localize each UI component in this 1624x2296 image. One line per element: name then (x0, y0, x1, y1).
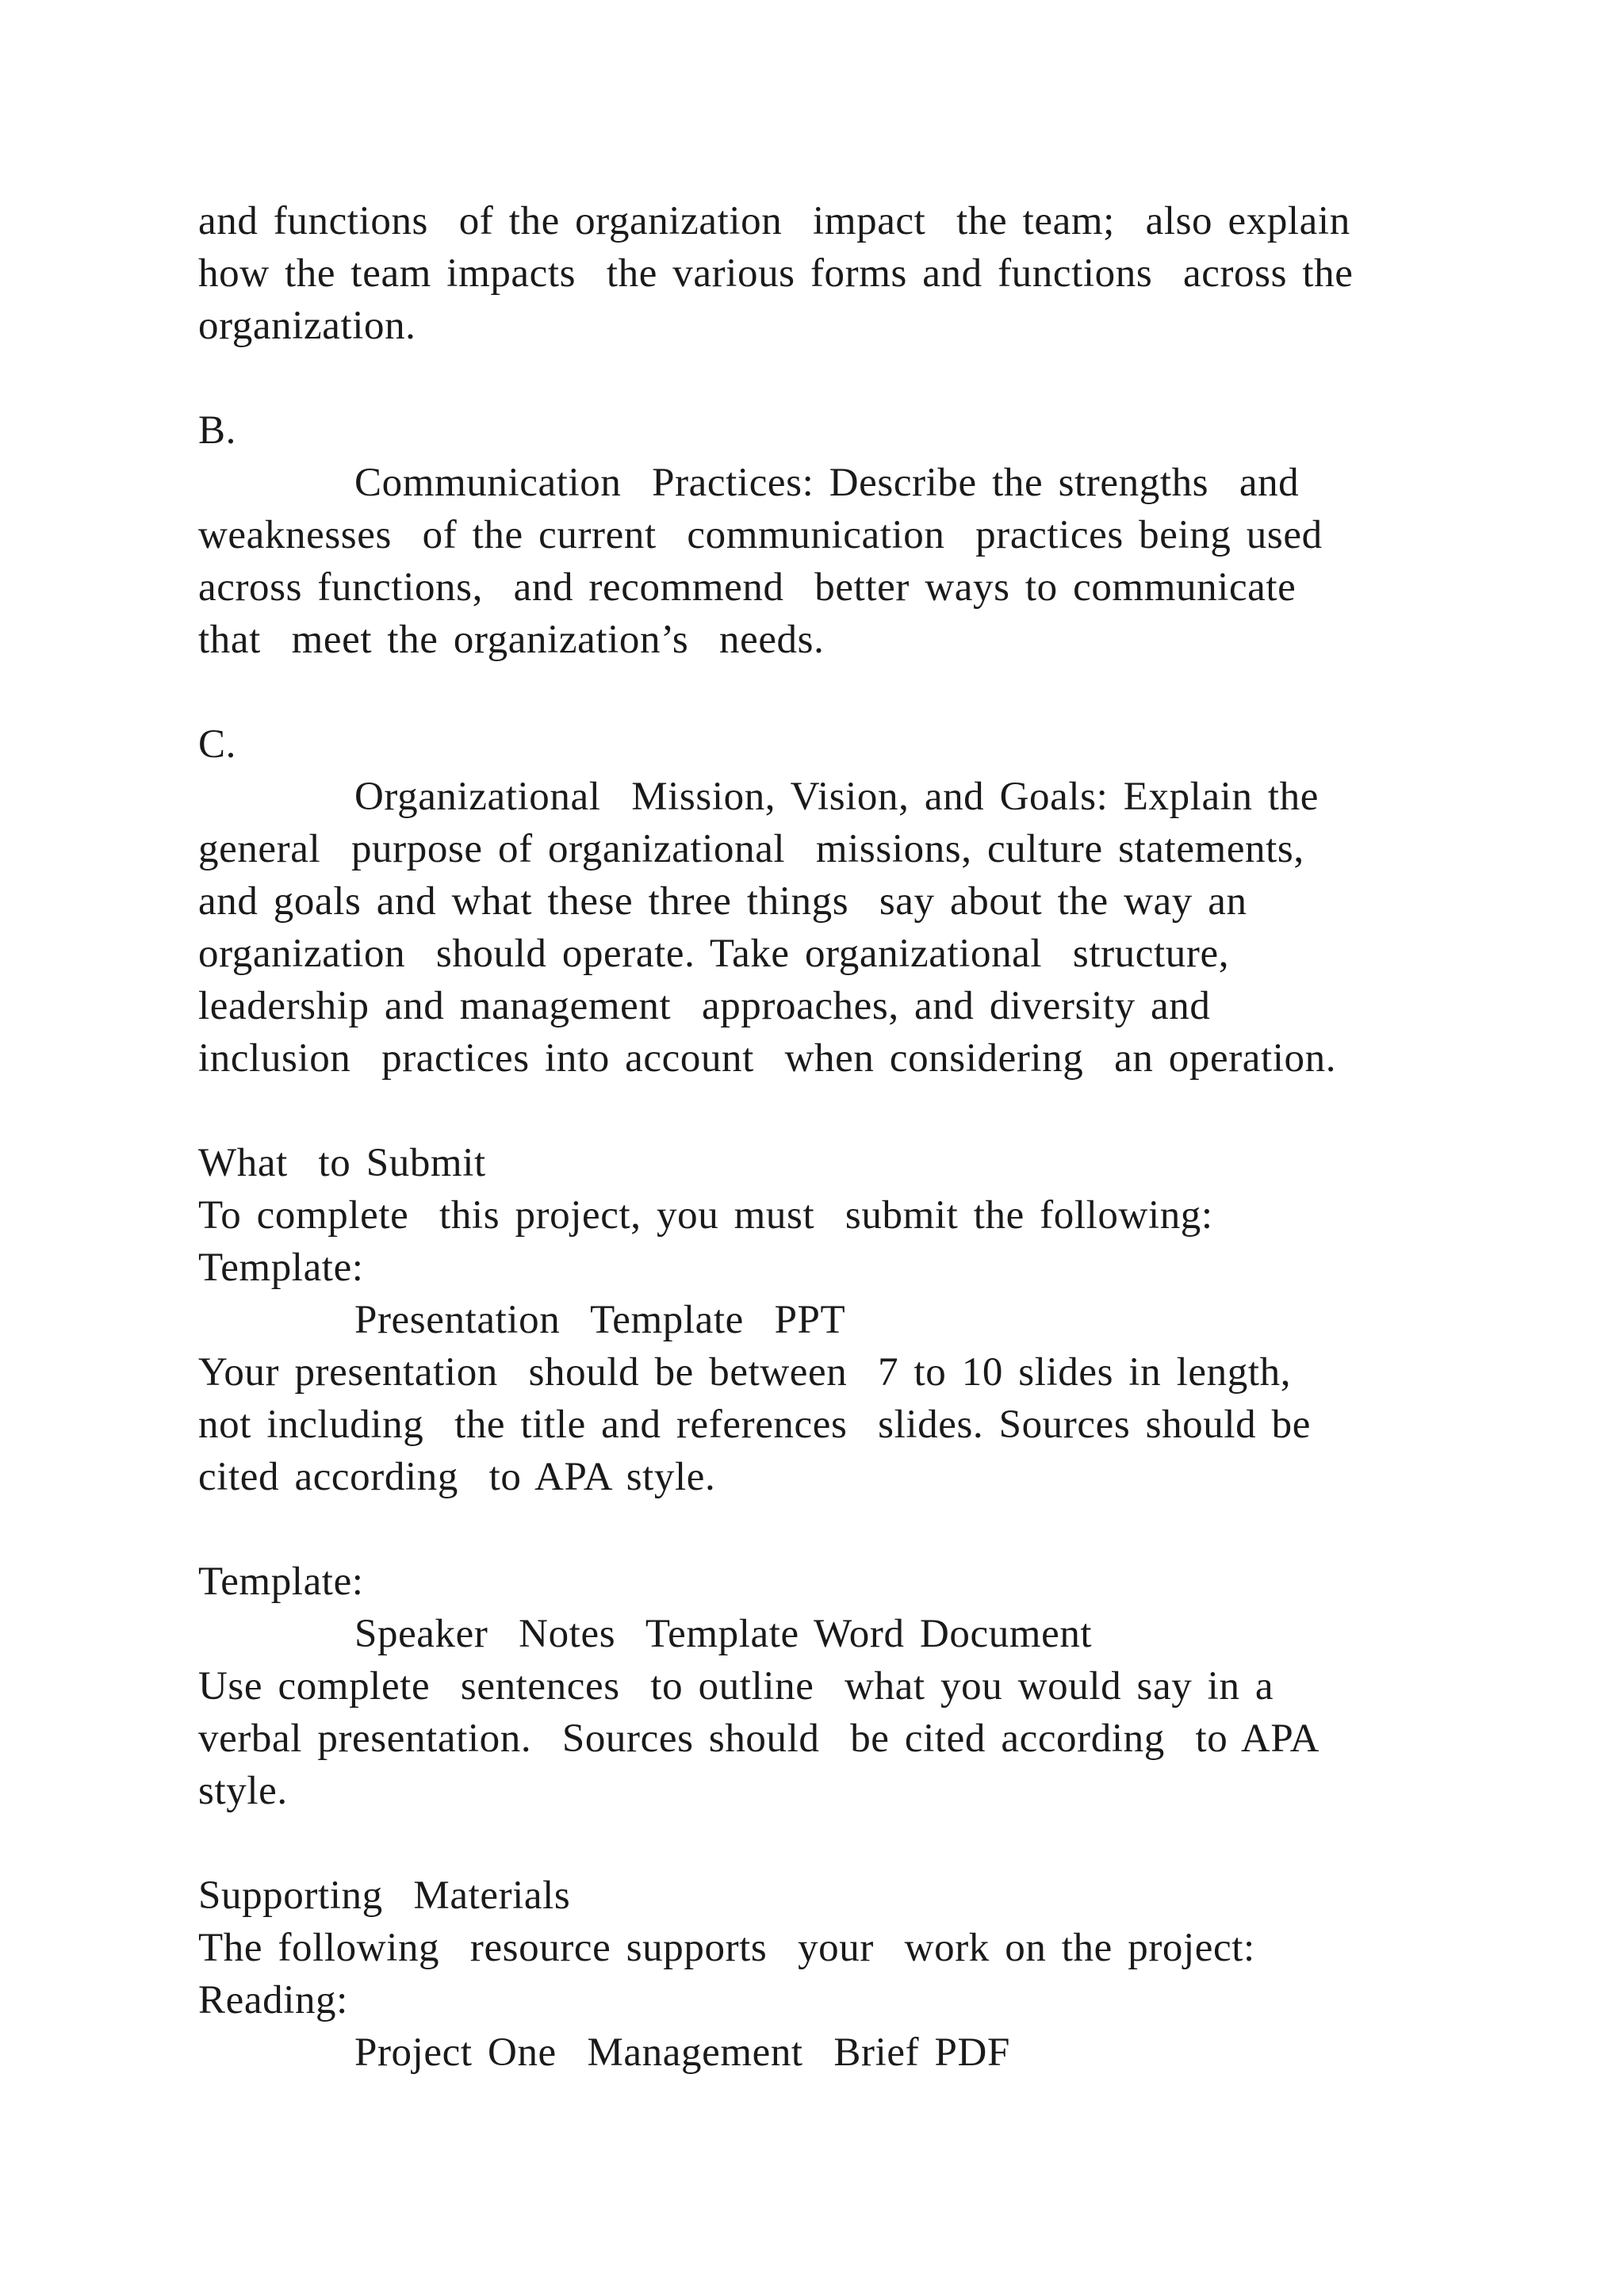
section-c-marker: C. (198, 722, 236, 767)
section-b-line-4: that meet the organization’s needs. (198, 618, 825, 662)
reading-name: Project One Management Brief PDF (354, 2030, 1010, 2075)
intro-line-3: organization. (198, 304, 416, 348)
section-b-line-3: across functions, and recommend better ways to communicate (198, 565, 1297, 610)
what-to-submit-heading: What to Submit (198, 1141, 486, 1185)
intro-line-2: how the team impacts the various forms and functions across the (198, 251, 1354, 296)
template-1-desc-line-3: cited according to APA style. (198, 1455, 716, 1499)
template-1-label: Template: (198, 1246, 364, 1290)
template-2-desc-line-3: style. (198, 1769, 288, 1813)
what-to-submit-intro: To complete this project, you must submit the following: (198, 1193, 1213, 1238)
section-c-line-5: leadership and management approaches, and diversity and (198, 984, 1211, 1028)
section-b-line-1: Communication Practices: Describe the strengths and (354, 461, 1300, 505)
section-c-line-4: organization should operate. Take organizational structure, (198, 932, 1230, 976)
intro-line-1: and functions of the organization impact the team; also explain (198, 199, 1350, 243)
template-2-label: Template: (198, 1559, 364, 1604)
template-1-desc-line-2: not including the title and references slides. Sources should be (198, 1402, 1311, 1447)
template-1-desc-line-1: Your presentation should be between 7 to 10 slides in length, (198, 1350, 1292, 1395)
section-b-line-2: weaknesses of the current communication practices being used (198, 513, 1323, 557)
template-2-name: Speaker Notes Template Word Document (354, 1612, 1093, 1656)
template-2-desc-line-1: Use complete sentences to outline what you would say in a (198, 1664, 1274, 1709)
section-c-line-1: Organizational Mission, Vision, and Goals: Explain the (354, 775, 1319, 819)
section-c-line-3: and goals and what these three things say about the way an (198, 879, 1247, 924)
section-c-line-2: general purpose of organizational missions, culture statements, (198, 827, 1304, 871)
template-2-desc-line-2: verbal presentation. Sources should be cited according to APA (198, 1716, 1320, 1761)
supporting-materials-heading: Supporting Materials (198, 1873, 571, 1918)
section-c-line-6: inclusion practices into account when considering an operation. (198, 1036, 1337, 1081)
supporting-materials-intro: The following resource supports your work on the project: (198, 1926, 1255, 1970)
reading-label: Reading: (198, 1978, 348, 2022)
template-1-name: Presentation Template PPT (354, 1298, 846, 1342)
section-b-marker: B. (198, 408, 236, 453)
